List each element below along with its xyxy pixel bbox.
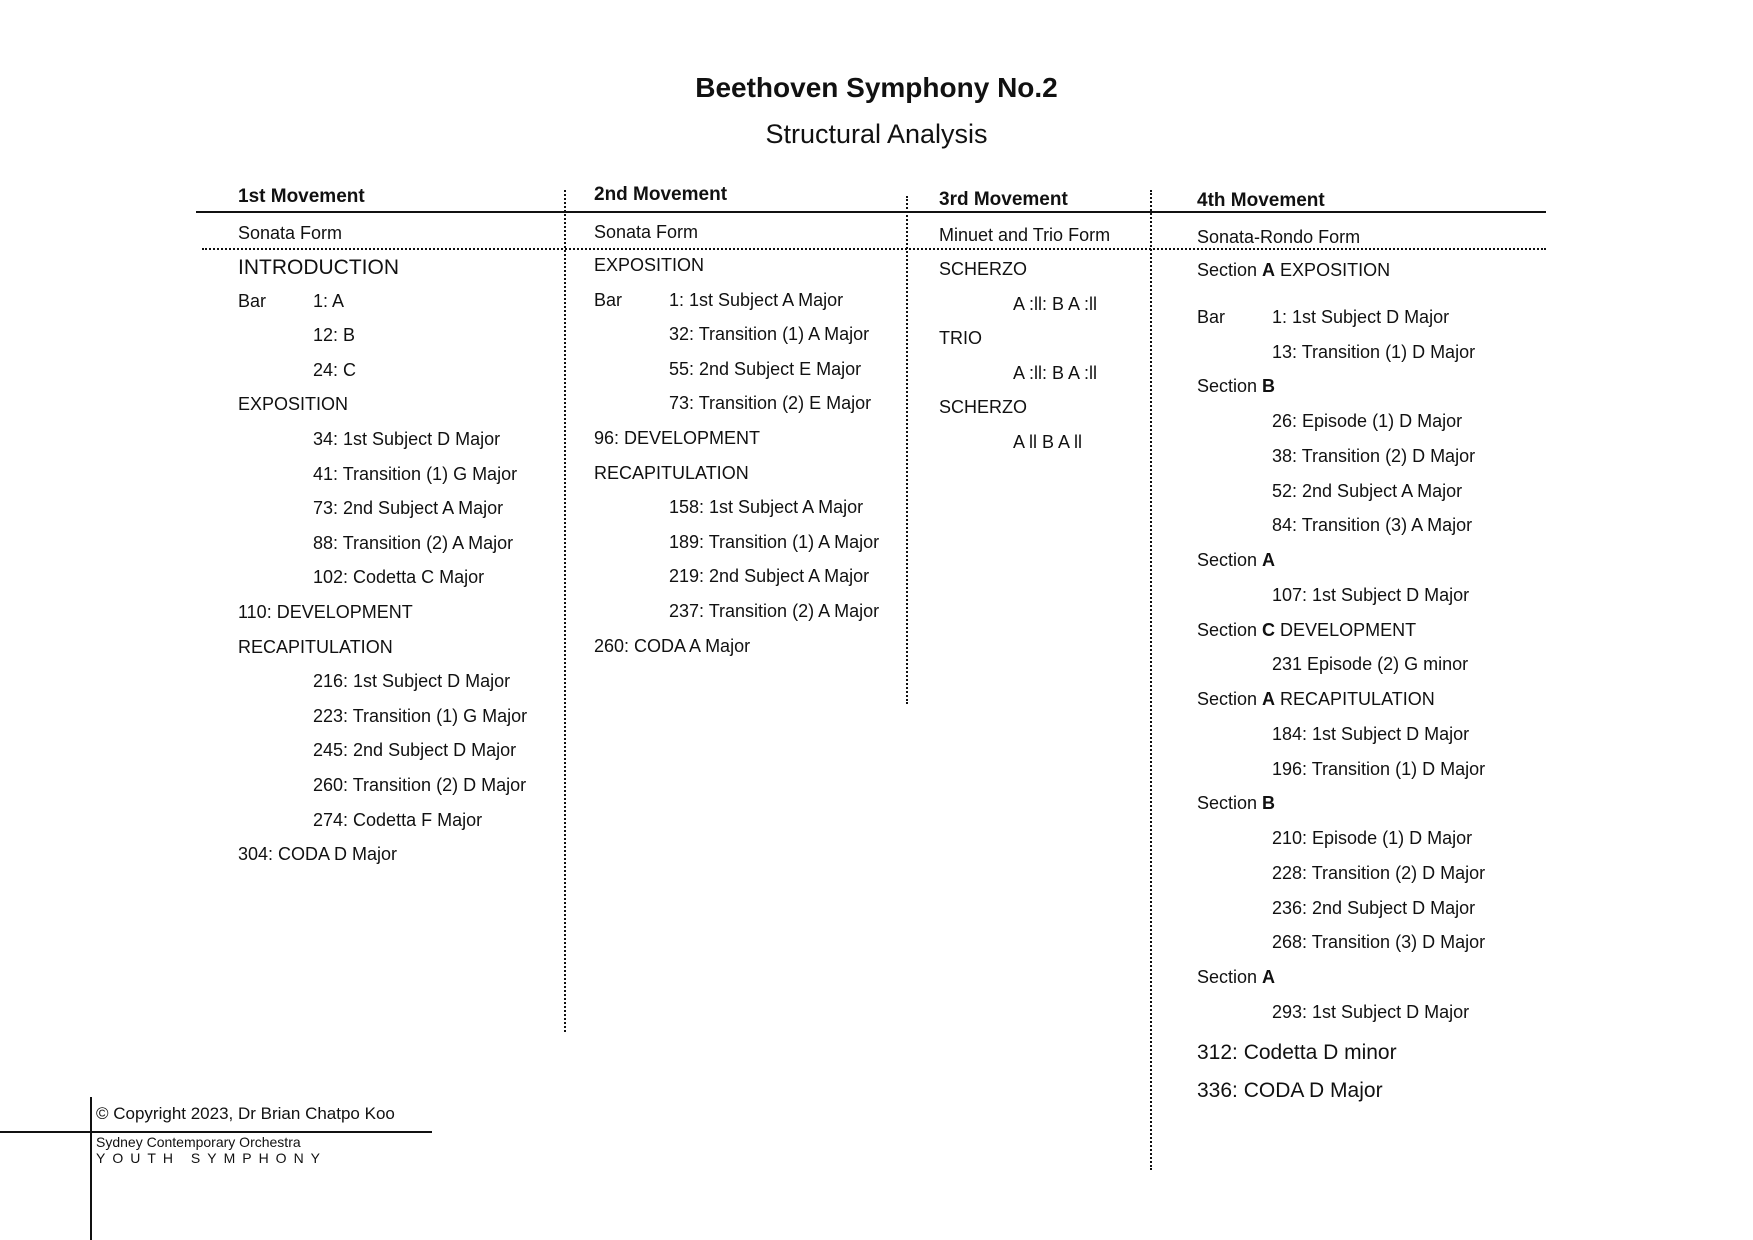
structure-line — [313, 464, 517, 485]
structure-text: TRIO — [939, 328, 982, 349]
movement-1-form: Sonata Form — [238, 223, 343, 243]
structure-text: 274: Codetta F Major — [313, 809, 483, 830]
section-label: Section — [1197, 376, 1263, 397]
structure-line — [669, 601, 879, 622]
structure-text: 231 Episode (2) G minor — [1272, 654, 1469, 675]
structure-line — [313, 533, 513, 554]
structure-line — [669, 290, 843, 311]
structure-line — [1272, 446, 1475, 467]
structure-line — [939, 259, 1027, 280]
structure-line — [1197, 689, 1435, 710]
structure-line — [1197, 1041, 1397, 1065]
structure-text: 55: 2nd Subject E Major — [669, 358, 862, 379]
structure-line — [1272, 932, 1485, 953]
structure-line — [313, 360, 356, 381]
structure-line — [594, 463, 749, 484]
structure-text: A :ll: B A :ll — [1013, 293, 1098, 314]
section-letter: A — [1262, 967, 1276, 987]
structure-line — [1272, 342, 1475, 363]
structure-text: 38: Transition (2) D Major — [1272, 445, 1476, 466]
section-letter: C — [1262, 619, 1276, 640]
structure-line — [669, 497, 863, 518]
structure-text: EXPOSITION — [238, 394, 349, 415]
structure-line — [939, 397, 1027, 418]
structure-line — [313, 498, 503, 519]
structure-text: 1: 1st Subject A Major — [669, 289, 844, 310]
structure-text: 41: Transition (1) G Major — [313, 463, 518, 484]
structure-line — [238, 256, 399, 280]
structure-line — [238, 602, 413, 623]
page-title: Beethoven Symphony No.2 — [695, 72, 1058, 103]
structure-line — [1197, 260, 1390, 281]
structure-line — [313, 671, 510, 692]
structure-text: 336: CODA D Major — [1197, 1079, 1383, 1103]
structure-line — [238, 844, 397, 865]
structure-line — [1197, 1079, 1383, 1103]
movement-2-title: 2nd Movement — [594, 184, 728, 205]
structure-line — [1272, 654, 1468, 675]
section-label: Section — [1197, 619, 1263, 640]
structure-text: EXPOSITION — [1275, 260, 1391, 280]
section-letter: A — [1262, 550, 1276, 570]
movement-4-form: Sonata-Rondo Form — [1197, 227, 1361, 247]
structure-text: 73: Transition (2) E Major — [669, 393, 872, 414]
structure-text: DEVELOPMENT — [1275, 619, 1417, 640]
movement-1-title: 1st Movement — [238, 186, 365, 207]
structure-text: 13: Transition (1) D Major — [1272, 341, 1476, 362]
structure-text: RECAPITULATION — [238, 636, 393, 657]
structure-text: INTRODUCTION — [238, 256, 399, 279]
section-label: Section — [1197, 260, 1263, 280]
movement-3-form: Minuet and Trio Form — [939, 225, 1111, 245]
structure-text: 312: Codetta D minor — [1197, 1040, 1397, 1064]
structure-line — [1272, 481, 1462, 502]
structure-line — [594, 636, 750, 657]
structure-text: 228: Transition (2) D Major — [1272, 862, 1486, 883]
structure-line — [1013, 294, 1097, 315]
structure-text: 1: A — [313, 290, 345, 311]
section-letter: A — [1262, 689, 1276, 709]
bar-label: Bar — [594, 289, 623, 310]
structure-line — [939, 328, 982, 349]
structure-text: 196: Transition (1) D Major — [1272, 758, 1486, 779]
page-subtitle: Structural Analysis — [765, 119, 988, 149]
structure-line — [594, 428, 760, 449]
footer-horizontal-rule — [0, 1131, 432, 1133]
structure-line — [1013, 432, 1082, 453]
structure-text: 96: DEVELOPMENT — [594, 428, 761, 448]
structure-line — [1272, 307, 1449, 328]
section-letter: A — [1262, 260, 1276, 280]
structure-line — [313, 706, 527, 727]
structure-line — [1197, 550, 1275, 571]
structure-text: 107: 1st Subject D Major — [1272, 584, 1470, 605]
structure-text: 237: Transition (2) A Major — [669, 601, 880, 621]
structure-text: EXPOSITION — [594, 255, 705, 275]
column-divider-3 — [1150, 190, 1152, 1170]
bar-label: Bar — [238, 290, 267, 311]
structure-text: 24: C — [313, 359, 357, 380]
structure-text: 293: 1st Subject D Major — [1272, 1001, 1470, 1022]
structure-line — [1013, 363, 1097, 384]
structure-text: 26: Episode (1) D Major — [1272, 411, 1463, 431]
bar-label: Bar — [1197, 306, 1226, 327]
structure-line — [238, 637, 393, 658]
structure-line — [313, 325, 355, 346]
structure-text: 216: 1st Subject D Major — [313, 671, 511, 692]
structure-text: 260: Transition (2) D Major — [313, 775, 527, 795]
structure-text: 210: Episode (1) D Major — [1272, 828, 1473, 848]
structure-text: 223: Transition (1) G Major — [313, 705, 528, 726]
structure-line — [669, 359, 861, 380]
structure-line — [1272, 898, 1475, 919]
structure-text: 73: 2nd Subject A Major — [313, 498, 504, 519]
structure-line — [313, 567, 484, 588]
movement-2-form: Sonata Form — [594, 222, 699, 242]
structure-line — [1272, 863, 1485, 884]
section-label: Section — [1197, 689, 1263, 709]
organisation-name: Sydney Contemporary Orchestra — [96, 1134, 301, 1150]
structure-line — [1197, 793, 1275, 814]
footer-vertical-rule — [90, 1097, 92, 1240]
structure-text: SCHERZO — [939, 259, 1028, 279]
structure-text: RECAPITULATION — [1275, 689, 1435, 709]
structure-line — [669, 324, 869, 345]
structure-line — [1197, 376, 1275, 397]
column-divider-1 — [564, 190, 566, 1032]
structure-line — [1272, 828, 1472, 849]
structure-line — [1272, 724, 1469, 745]
structure-text: 219: 2nd Subject A Major — [669, 566, 870, 587]
structure-line — [1272, 411, 1462, 432]
copyright-text: © Copyright 2023, Dr Brian Chatpo Koo — [96, 1104, 395, 1123]
structure-line — [313, 291, 344, 312]
structure-text: A ll B A ll — [1013, 432, 1083, 452]
structure-text: 158: 1st Subject A Major — [669, 497, 864, 518]
structure-text: 245: 2nd Subject D Major — [313, 740, 517, 761]
header-rule-solid — [196, 211, 1546, 213]
structure-line — [1272, 585, 1469, 606]
structure-text: RECAPITULATION — [594, 462, 749, 483]
structure-line — [313, 429, 500, 450]
structure-text: 52: 2nd Subject A Major — [1272, 480, 1463, 501]
structure-line — [669, 393, 871, 414]
section-letter: B — [1262, 376, 1276, 397]
movement-4-title: 4th Movement — [1197, 190, 1325, 211]
structure-text: 102: Codetta C Major — [313, 567, 485, 588]
structure-line — [1197, 620, 1416, 641]
section-label: Section — [1197, 793, 1263, 814]
structure-line — [669, 532, 879, 553]
structure-line — [238, 394, 348, 415]
organisation-subtitle: YOUTH SYMPHONY — [96, 1150, 328, 1166]
structure-line — [1197, 967, 1275, 988]
structure-text: A :ll: B A :ll — [1013, 362, 1098, 383]
structure-text: SCHERZO — [939, 397, 1028, 418]
structure-text: 304: CODA D Major — [238, 844, 398, 865]
structure-text: 84: Transition (3) A Major — [1272, 515, 1473, 536]
structure-text: 1: 1st Subject D Major — [1272, 306, 1450, 327]
section-label: Section — [1197, 550, 1263, 570]
structure-line — [1272, 759, 1485, 780]
structure-text: 110: DEVELOPMENT — [238, 602, 413, 622]
section-letter: B — [1262, 793, 1276, 814]
structure-text: 88: Transition (2) A Major — [313, 532, 514, 553]
structure-line — [1272, 515, 1472, 536]
structure-text: 268: Transition (3) D Major — [1272, 932, 1486, 953]
structure-line — [669, 566, 869, 587]
structure-line — [313, 775, 526, 796]
header-rule-dotted — [202, 248, 1546, 250]
structure-line — [313, 740, 516, 761]
structure-text: 260: CODA A Major — [594, 635, 751, 656]
structure-text: 184: 1st Subject D Major — [1272, 723, 1470, 744]
structure-text: 189: Transition (1) A Major — [669, 531, 880, 552]
structure-line — [1272, 1002, 1469, 1023]
structure-text: 34: 1st Subject D Major — [313, 429, 501, 449]
section-label: Section — [1197, 967, 1263, 987]
column-divider-2 — [906, 196, 908, 704]
structure-line — [594, 255, 704, 276]
structure-line — [313, 810, 482, 831]
movement-3-title: 3rd Movement — [939, 189, 1068, 210]
structure-text: 32: Transition (1) A Major — [669, 324, 870, 345]
structure-text: 12: B — [313, 325, 356, 346]
structure-text: 236: 2nd Subject D Major — [1272, 897, 1476, 918]
